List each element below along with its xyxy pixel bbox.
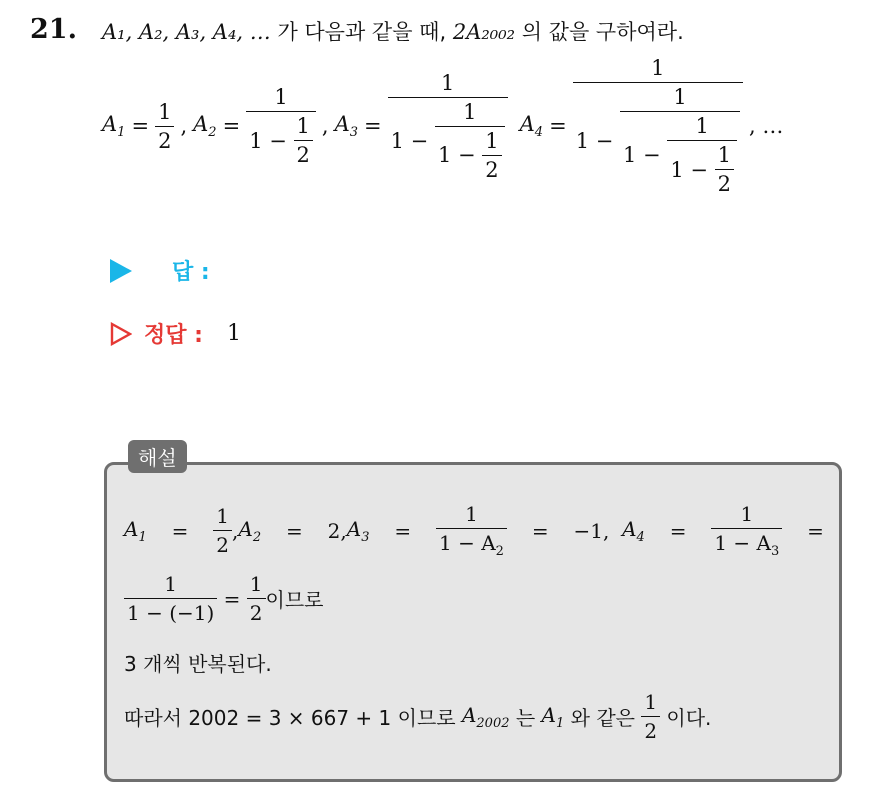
fraction-a1: $\frac{1}{2}$ bbox=[155, 100, 174, 153]
question-target: 2A₂₀₀₂ bbox=[452, 20, 516, 44]
solution-line-3: 3 개씩 반복된다. bbox=[124, 652, 272, 676]
play-triangle-icon bbox=[110, 259, 132, 283]
question-terms: A₁, A₂, A₃, A₄, … bbox=[102, 20, 271, 44]
answer-label: 답 : bbox=[172, 260, 210, 285]
question-intro-text: 가 다음과 같을 때, bbox=[277, 20, 447, 44]
sequence-definitions: $A_1$ = $\frac{1}{2}$ , $A_2$ = 1 1 − $\frac{1}{2}$ , $A_3$ = 1 1 − 1 1 − $\frac{1}{2}$ $A_4$ = 1 1 − 1 1 − 1 1 − $\frac{1}{2}$ , … bbox=[102, 56, 784, 196]
outline-triangle-icon bbox=[110, 322, 132, 346]
solution-line-4: 따라서 2002 = 3 × 667 + 1 이므로 $A_{2002}$ 는 $A_1$ 와 같은 $\frac{1}{2}$ 이다. bbox=[124, 690, 712, 743]
fraction-a3: 1 1 − 1 1 − $\frac{1}{2}$ bbox=[388, 71, 508, 182]
solution-line-1: $A_1$ = $\frac{1}{2}$ , $A_2$ = 2 , $A_3$ = $\frac{1}{1 - A_2}$ = −1 , $A_4$ = $\frac{1}{1 - A_3}$ = bbox=[124, 502, 824, 559]
correct-answer-label: 정답 : bbox=[144, 323, 203, 348]
answer-row bbox=[110, 255, 330, 286]
answer-input[interactable] bbox=[210, 258, 330, 284]
fraction-a4: 1 1 − 1 1 − 1 1 − $\frac{1}{2}$ bbox=[573, 56, 743, 196]
question-number: 21. bbox=[30, 14, 77, 45]
question-stem bbox=[102, 16, 684, 46]
solution-line-2: $\frac{1}{1 - (-1)}$ = $\frac{1}{2}$ 이므로 bbox=[124, 572, 323, 625]
solution-tab: 해설 bbox=[128, 440, 187, 473]
correct-answer-row bbox=[110, 318, 241, 349]
question-target-text: 의 값을 구하여라. bbox=[521, 20, 684, 44]
fraction-a2: 1 1 − $\frac{1}{2}$ bbox=[246, 85, 316, 167]
correct-answer-value: 1 bbox=[226, 321, 241, 346]
